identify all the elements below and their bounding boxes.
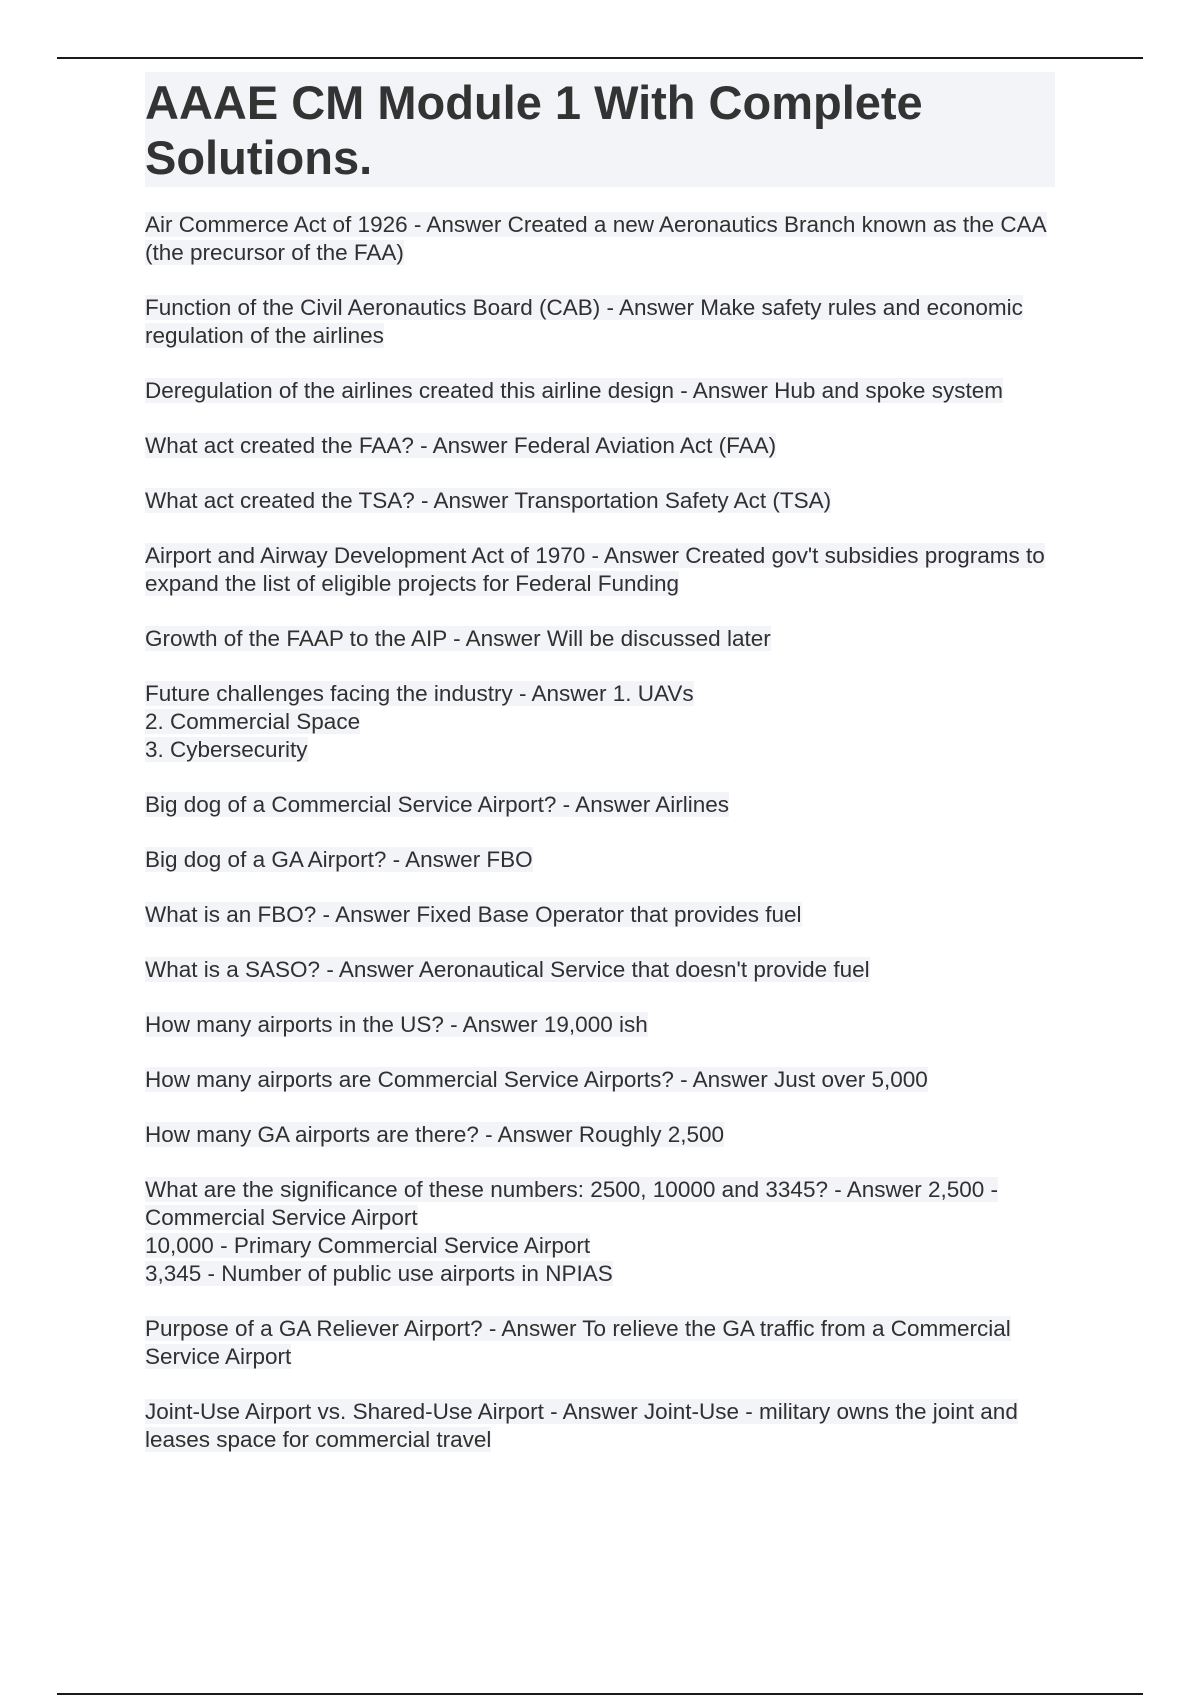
qa-text: Purpose of a GA Reliever Airport? - Answer To relieve the GA traffic from a Commercial Service Airport xyxy=(145,1316,1011,1369)
qa-text: What is a SASO? - Answer Aeronautical Service that doesn't provide fuel xyxy=(145,957,870,982)
qa-item-faap-aip xyxy=(145,625,1055,653)
qa-item-deregulation xyxy=(145,377,1055,405)
qa-item-saso xyxy=(145,956,1055,984)
qa-item-joint-use xyxy=(145,1398,1055,1454)
qa-text: Airport and Airway Development Act of 1970 - Answer Created gov't subsidies programs to expand the list of eligible projects for Federal Funding xyxy=(145,543,1045,596)
qa-text: Big dog of a GA Airport? - Answer FBO xyxy=(145,847,533,872)
qa-item-ga-airports xyxy=(145,1121,1055,1149)
qa-item-significant-numbers xyxy=(145,1176,1055,1288)
qa-item-tsa-act xyxy=(145,487,1055,515)
qa-text: How many airports in the US? - Answer 19,000 ish xyxy=(145,1012,648,1037)
qa-item-reliever-airport xyxy=(145,1315,1055,1371)
qa-text: What act created the TSA? - Answer Transportation Safety Act (TSA) xyxy=(145,488,832,513)
qa-text: How many GA airports are there? - Answer Roughly 2,500 xyxy=(145,1122,725,1147)
qa-text: Growth of the FAAP to the AIP - Answer Will be discussed later xyxy=(145,626,771,651)
document-body xyxy=(145,72,1055,1481)
qa-text: What are the significance of these numbers: 2500, 10000 and 3345? - Answer 2,500 - Commercial Service Airport 10,000 - Primary Commercial Service Airport 3,345 - Number of public use airports in NPIAS xyxy=(145,1177,999,1286)
document-title: AAAE CM Module 1 With Complete Solutions. xyxy=(145,72,1055,187)
qa-text: Air Commerce Act of 1926 - Answer Created a new Aeronautics Branch known as the CAA (the precursor of the FAA) xyxy=(145,212,1047,265)
qa-item-commercial-big-dog xyxy=(145,791,1055,819)
qa-item-commercial-airports xyxy=(145,1066,1055,1094)
qa-text: Function of the Civil Aeronautics Board (CAB) - Answer Make safety rules and economic regulation of the airlines xyxy=(145,295,1023,348)
qa-text: Joint-Use Airport vs. Shared-Use Airport - Answer Joint-Use - military owns the joint and leases space for commercial travel xyxy=(145,1399,1018,1452)
qa-item-air-commerce-act xyxy=(145,211,1055,267)
qa-text: Deregulation of the airlines created this airline design - Answer Hub and spoke system xyxy=(145,378,1003,403)
top-rule xyxy=(57,57,1143,59)
qa-item-us-airports xyxy=(145,1011,1055,1039)
qa-text: Future challenges facing the industry - Answer 1. UAVs 2. Commercial Space 3. Cybersecurity xyxy=(145,681,694,762)
qa-item-cab-function xyxy=(145,294,1055,350)
qa-item-fbo xyxy=(145,901,1055,929)
qa-text: What act created the FAA? - Answer Federal Aviation Act (FAA) xyxy=(145,433,777,458)
qa-text: What is an FBO? - Answer Fixed Base Operator that provides fuel xyxy=(145,902,802,927)
qa-list xyxy=(145,211,1055,1454)
qa-item-airway-development-act xyxy=(145,542,1055,598)
qa-item-future-challenges xyxy=(145,680,1055,764)
qa-text: Big dog of a Commercial Service Airport? - Answer Airlines xyxy=(145,792,729,817)
qa-item-ga-big-dog xyxy=(145,846,1055,874)
qa-item-faa-act xyxy=(145,432,1055,460)
qa-text: How many airports are Commercial Service Airports? - Answer Just over 5,000 xyxy=(145,1067,928,1092)
bottom-rule xyxy=(57,1693,1143,1695)
